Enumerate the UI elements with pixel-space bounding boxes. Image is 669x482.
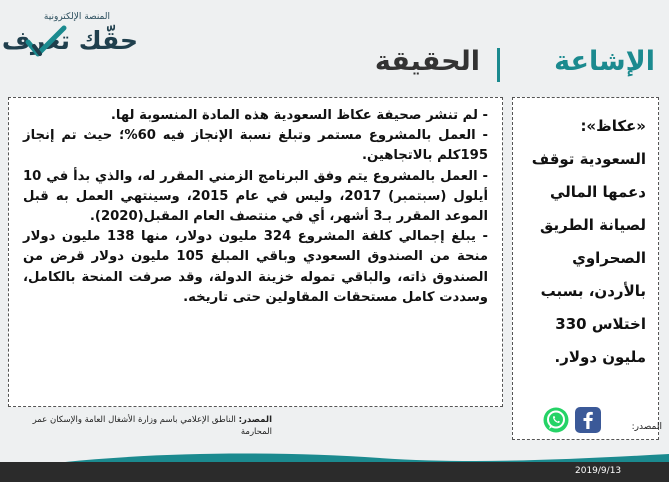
truth-item: - العمل بالمشروع يتم وفق البرنامج الزمني المقرر له، والذي بدأ في 10 أيلول (سبتمبر) 2017، وليس في عام 2015، وسينتهي العمل به قبل الموعد المقرر بـ3 أشهر، أي في منتصف العام المقبل(2020). [23, 168, 488, 225]
rumor-source-label: المصدر: [631, 422, 662, 432]
brand-name: حقّك تعرف [1, 26, 138, 55]
truth-heading: الحقيقة [374, 46, 480, 77]
whatsapp-icon[interactable] [542, 406, 570, 434]
truth-source-label: المصدر: [238, 415, 272, 425]
brand-tagline: المنصة الإلكترونية [43, 12, 110, 22]
truth-item: - يبلغ إجمالي كلفة المشروع 324 مليون دولار، منها 138 مليون دولار منحة من الصندوق السعودي وباقي المبلغ 105 مليون دولار قرض من الصندوق ذاته، والباقي تموله خزينة الدولة، وقد صرفت المنحة بالكامل، وسددت كامل مستحقات المقاولين حتى تاريخه. [23, 229, 488, 305]
heading-divider [497, 48, 500, 82]
truth-item: - لم تنشر صحيفة عكاظ السعودية هذه المادة المنسوبة لها. [110, 108, 488, 123]
rumor-heading: الإشاعة [554, 46, 655, 77]
truth-source [10, 414, 272, 438]
truth-box [8, 97, 503, 407]
brand-logo[interactable] [1, 10, 172, 66]
truth-source-text: الناطق الإعلامي باسم وزارة الأشغال العامة والإسكان عمر المحارمة [32, 415, 272, 437]
rumor-box [512, 97, 659, 440]
checkmark-icon [24, 24, 68, 60]
truth-list [23, 106, 488, 308]
footer-bar [0, 462, 669, 482]
truth-item: - العمل بالمشروع مستمر وتبلغ نسبة الإنجاز فيه 60%؛ حيث تم إنجاز 195كلم بالاتجاهين. [23, 128, 488, 164]
rumor-text: «عكاظ»: السعودية توقف دعمها المالي لصيانة الطريق الصحراوي بالأردن، بسبب اختلاس 330 مليون دولار. [531, 117, 646, 366]
footer-date: 2019/9/13 [575, 466, 622, 476]
facebook-icon[interactable] [574, 406, 602, 434]
